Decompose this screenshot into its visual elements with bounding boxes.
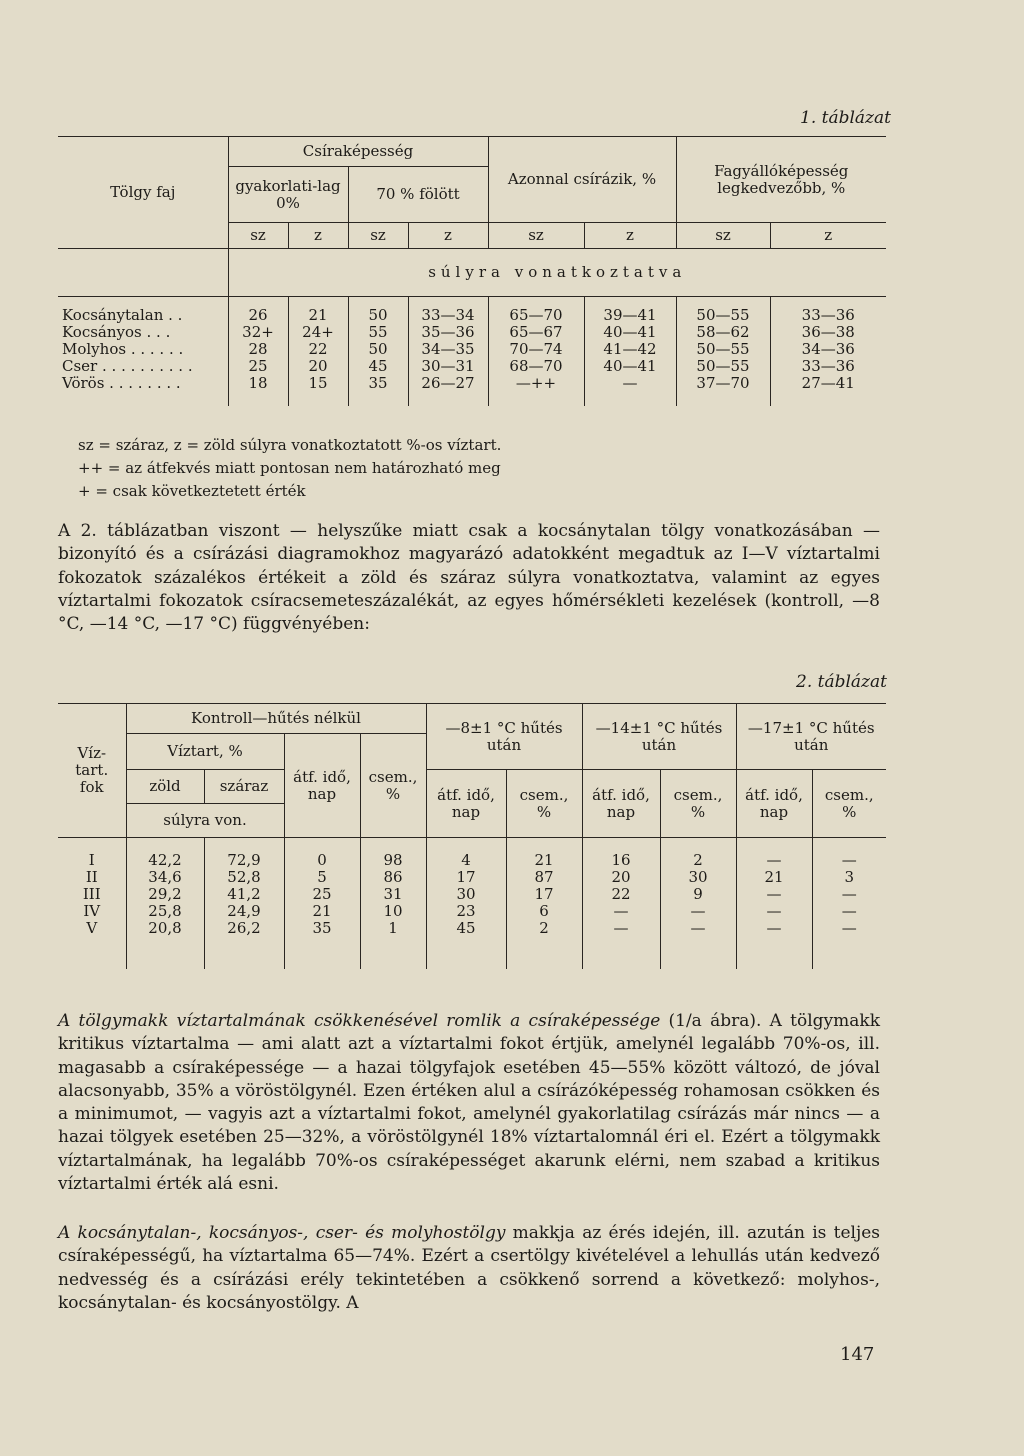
t1-cell: 35—36 bbox=[408, 324, 488, 341]
t2-cell: 3 bbox=[812, 869, 886, 886]
t1-cell: 50—55 bbox=[676, 341, 770, 358]
t2-cell: 2 bbox=[660, 852, 736, 869]
t1-cell: 68—70 bbox=[488, 358, 584, 375]
t2-row-grade: III bbox=[82, 884, 101, 903]
t1-cell: 50 bbox=[348, 307, 408, 324]
t2-cell: 72,9 bbox=[204, 852, 284, 869]
t1-cell: 20 bbox=[288, 358, 348, 375]
t1-cell: —++ bbox=[488, 375, 584, 392]
t1-cell: 65—67 bbox=[488, 324, 584, 341]
t2-cell: 34,6 bbox=[126, 869, 204, 886]
t1-cell: 33—36 bbox=[770, 307, 886, 324]
t1-cell: 26 bbox=[228, 307, 288, 324]
t2-cell: — bbox=[812, 903, 886, 920]
t1-cell: 34—36 bbox=[770, 341, 886, 358]
t2-cell: 21 bbox=[284, 903, 360, 920]
t2-header-seedling: csem., % bbox=[660, 770, 736, 838]
t1-header-germination: Csíraképesség bbox=[228, 137, 488, 167]
t1-header-frost: Fagyállóképesség legkedvezőbb, % bbox=[676, 137, 886, 223]
t1-cell: 50—55 bbox=[676, 358, 770, 375]
t1-cell: 65—70 bbox=[488, 307, 584, 324]
t2-header-seedling: csem., % bbox=[506, 770, 582, 838]
t1-weight-basis: súlyra vonatkoztatva bbox=[228, 249, 886, 297]
t2-cell: 35 bbox=[284, 920, 360, 937]
t1-cell: 25 bbox=[228, 358, 288, 375]
t2-cell: — bbox=[812, 920, 886, 937]
paragraph-3 bbox=[58, 1222, 880, 1315]
note-line: ++ = az átfekvés miatt pontosan nem határozható meg bbox=[78, 459, 501, 477]
t2-cell: 4 bbox=[426, 852, 506, 869]
t2-header-minus17: —17±1 °C hűtés után bbox=[736, 704, 886, 770]
t2-header-time: átf. idő, nap bbox=[582, 770, 660, 838]
t1-cell: 33—34 bbox=[408, 307, 488, 324]
t2-cell: 5 bbox=[284, 869, 360, 886]
t2-cell: 2 bbox=[506, 920, 582, 937]
t1-sub-sz: sz bbox=[488, 223, 584, 249]
t1-cell: — bbox=[584, 375, 676, 392]
t2-header-dry: száraz bbox=[204, 770, 284, 804]
table1-caption: 1. táblázat bbox=[800, 108, 891, 128]
t2-cell: — bbox=[736, 852, 812, 869]
t1-cell: 21 bbox=[288, 307, 348, 324]
t2-cell: 21 bbox=[736, 869, 812, 886]
t2-header-minus14: —14±1 °C hűtés után bbox=[582, 704, 736, 770]
paragraph-1: A 2. táblázatban viszont — helyszűke miatt csak a kocsánytalan tölgy vonatkozásában — bizonyító és a csírázási diagramokhoz magyarázó adatokként megadtuk az I—V víztartalmi fokozatok százalékos értékeit a zöld és száraz súlyra vonatkoztatva, valamint az egyes víztartalmi fokozatok csíracsemeteszázalékát, az egyes hőmérsékleti kezelések (kontroll, —8 °C, —14 °C, —17 °C) függvényében: bbox=[58, 521, 880, 635]
t2-row-grade: V bbox=[86, 918, 98, 937]
t2-header-green: zöld bbox=[126, 770, 204, 804]
t2-header-time: átf. idő, nap bbox=[736, 770, 812, 838]
t2-cell: 41,2 bbox=[204, 886, 284, 903]
t1-cell: 41—42 bbox=[584, 341, 676, 358]
t2-row-grade: II bbox=[85, 867, 98, 886]
t2-cell: 29,2 bbox=[126, 886, 204, 903]
t1-header-immediate: Azonnal csírázik, % bbox=[488, 137, 676, 223]
t1-row-name: Vörös . . . . . . . . bbox=[62, 373, 181, 392]
t1-cell: 37—70 bbox=[676, 375, 770, 392]
t2-cell: 86 bbox=[360, 869, 426, 886]
t2-header-time: átf. idő, nap bbox=[284, 734, 360, 838]
paragraph-3-italic: A kocsánytalan-, kocsányos-, cser- és molyhostölgy bbox=[58, 1223, 506, 1243]
t2-cell: 20 bbox=[582, 869, 660, 886]
t1-cell: 28 bbox=[228, 341, 288, 358]
t1-cell: 40—41 bbox=[584, 324, 676, 341]
t1-cell: 70—74 bbox=[488, 341, 584, 358]
t1-row-name: Kocsányos . . . bbox=[62, 322, 171, 341]
t1-cell: 55 bbox=[348, 324, 408, 341]
t2-cell: 52,8 bbox=[204, 869, 284, 886]
t1-cell: 50 bbox=[348, 341, 408, 358]
t1-row-name: Cser . . . . . . . . . . bbox=[62, 356, 193, 375]
paragraph-2 bbox=[58, 1010, 880, 1196]
t1-cell: 34—35 bbox=[408, 341, 488, 358]
t2-cell: 23 bbox=[426, 903, 506, 920]
t2-cell: 30 bbox=[426, 886, 506, 903]
t2-cell: 21 bbox=[506, 852, 582, 869]
t1-cell: 33—36 bbox=[770, 358, 886, 375]
t1-sub-z: z bbox=[288, 223, 348, 249]
t2-header-water: Víztart, % bbox=[126, 734, 284, 770]
t1-sub-z: z bbox=[770, 223, 886, 249]
t2-cell: 30 bbox=[660, 869, 736, 886]
t1-cell: 58—62 bbox=[676, 324, 770, 341]
t2-cell: 98 bbox=[360, 852, 426, 869]
t1-cell: 50—55 bbox=[676, 307, 770, 324]
t2-cell: 20,8 bbox=[126, 920, 204, 937]
t2-row-grade: I bbox=[88, 850, 95, 869]
t2-cell: 24,9 bbox=[204, 903, 284, 920]
t2-header-seedling: csem., % bbox=[812, 770, 886, 838]
t1-cell: 27—41 bbox=[770, 375, 886, 392]
t2-row-grade: IV bbox=[83, 901, 101, 920]
t1-cell: 22 bbox=[288, 341, 348, 358]
t2-cell: — bbox=[660, 920, 736, 937]
t2-header-time: átf. idő, nap bbox=[426, 770, 506, 838]
t1-row-name: Molyhos . . . . . . bbox=[62, 339, 184, 358]
t1-header-species: Tölgy faj bbox=[110, 183, 176, 201]
page-number: 147 bbox=[840, 1344, 875, 1365]
t1-header-practically: gyakorlati-lag 0% bbox=[228, 167, 348, 223]
t2-cell: — bbox=[582, 920, 660, 937]
t2-cell: 6 bbox=[506, 903, 582, 920]
t2-cell: 31 bbox=[360, 886, 426, 903]
paragraph-3-text: makkja az érés idején, ill. azután is teljes csíraképességű, ha víztartalma 65—74%. Ezért a csertölgy kivételével a lehullás után kedvező nedvesség és a csírázási erély tekintetében a csökkenő sorrend a következő: molyhos-, kocsánytalan- és kocsányostölgy. A bbox=[58, 1223, 880, 1313]
t2-cell: 9 bbox=[660, 886, 736, 903]
t2-cell: — bbox=[582, 903, 660, 920]
t2-cell: — bbox=[736, 903, 812, 920]
t2-cell: 10 bbox=[360, 903, 426, 920]
t1-cell: 45 bbox=[348, 358, 408, 375]
t2-header-control: Kontroll—hűtés nélkül bbox=[126, 704, 426, 734]
table2-caption: 2. táblázat bbox=[796, 672, 887, 692]
t1-cell: 35 bbox=[348, 375, 408, 392]
t1-sub-z: z bbox=[584, 223, 676, 249]
t2-cell: — bbox=[736, 920, 812, 937]
t2-cell: 17 bbox=[426, 869, 506, 886]
t1-cell: 30—31 bbox=[408, 358, 488, 375]
t1-sub-sz: sz bbox=[228, 223, 288, 249]
t1-header-above70: 70 % fölött bbox=[348, 167, 488, 223]
t2-cell: 45 bbox=[426, 920, 506, 937]
note-line: + = csak következtetett érték bbox=[78, 482, 306, 500]
t1-sub-z: z bbox=[408, 223, 488, 249]
t2-cell: — bbox=[812, 886, 886, 903]
table1-notes bbox=[78, 434, 501, 503]
t2-cell: 0 bbox=[284, 852, 360, 869]
paragraph-2-text: (1/a ábra). A tölgymakk kritikus víztartalma — ami alatt azt a víztartalmi fokot értjük, amelynél legalább 70%-os, ill. magasabb a csíraképessége — a hazai tölgyfajok esetében 45—55% között változó, de jóval alacsonyabb, 35% a vöröstölgynél. Ezen értéken alul a csírázóképesség rohamosan csökken és a minimumot, — vagyis azt a víztartalmi fokot, amelynél gyakorlatilag csírázás már nincs — a hazai tölgyek esetében 25—32%, a vöröstölgynél 18% víztartalomnál éri el. Ezért a tölgymakk víztartalmának, ha legalább 70%-os csíraképességet akarunk elérni, nem szabad a kritikus víztartalmi érték alá esni. bbox=[58, 1011, 880, 1195]
t2-cell: 16 bbox=[582, 852, 660, 869]
t2-cell: 42,2 bbox=[126, 852, 204, 869]
t1-cell: 15 bbox=[288, 375, 348, 392]
t2-cell: 25,8 bbox=[126, 903, 204, 920]
t2-cell: 87 bbox=[506, 869, 582, 886]
t2-cell: 1 bbox=[360, 920, 426, 937]
t1-cell: 18 bbox=[228, 375, 288, 392]
t1-row-name: Kocsánytalan . . bbox=[62, 305, 183, 324]
t1-cell: 32+ bbox=[228, 324, 288, 341]
note-line: sz = száraz, z = zöld súlyra vonatkoztatott %-os víztart. bbox=[78, 436, 502, 454]
t2-cell: 22 bbox=[582, 886, 660, 903]
t2-header-grade: Víz-tart. fok bbox=[75, 744, 109, 796]
paragraph-2-italic: A tölgymakk víztartalmának csökkenésével romlik a csíraképessége bbox=[58, 1011, 661, 1031]
t1-cell: 40—41 bbox=[584, 358, 676, 375]
table1 bbox=[58, 136, 886, 406]
t1-sub-sz: sz bbox=[348, 223, 408, 249]
t2-header-minus8: —8±1 °C hűtés után bbox=[426, 704, 582, 770]
table2 bbox=[58, 703, 886, 969]
t1-cell: 39—41 bbox=[584, 307, 676, 324]
t1-cell: 26—27 bbox=[408, 375, 488, 392]
t1-cell: 36—38 bbox=[770, 324, 886, 341]
t2-cell: 26,2 bbox=[204, 920, 284, 937]
t2-header-seedling: csem., % bbox=[360, 734, 426, 838]
t1-sub-sz: sz bbox=[676, 223, 770, 249]
t2-cell: 25 bbox=[284, 886, 360, 903]
t2-cell: — bbox=[812, 852, 886, 869]
t2-cell: — bbox=[660, 903, 736, 920]
t2-cell: — bbox=[736, 886, 812, 903]
t2-cell: 17 bbox=[506, 886, 582, 903]
t2-header-by-weight: súlyra von. bbox=[126, 804, 284, 838]
t1-cell: 24+ bbox=[288, 324, 348, 341]
